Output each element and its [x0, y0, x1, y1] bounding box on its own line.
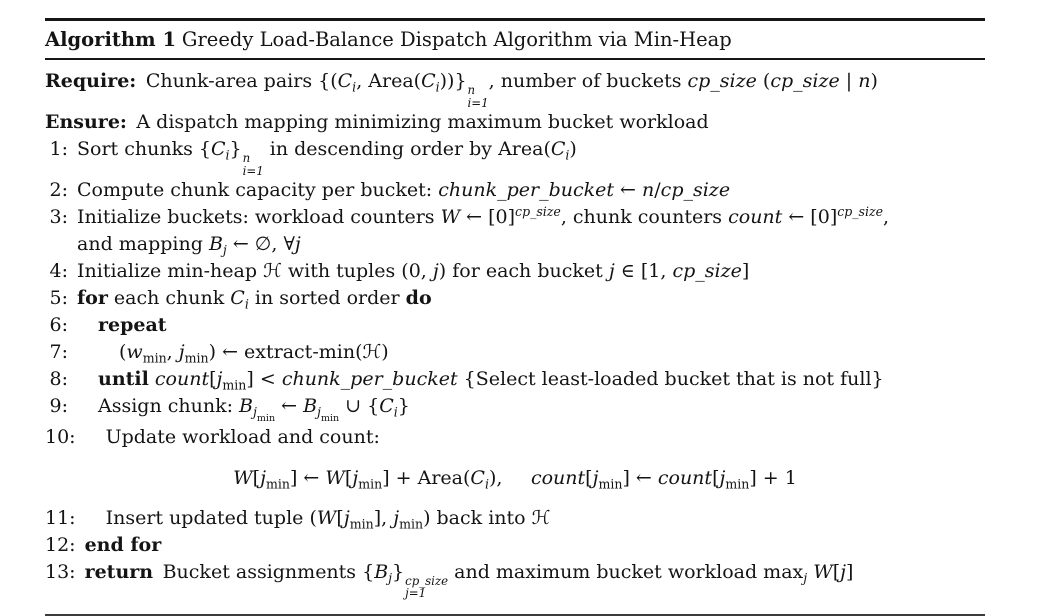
algorithm-line	[45, 312, 985, 339]
algorithm-label: Algorithm 1	[45, 28, 177, 51]
algorithm-line	[45, 204, 985, 258]
algorithm-title: Greedy Load-Balance Dispatch Algorithm via Min-Heap	[181, 28, 732, 51]
algorithm-box	[45, 18, 985, 616]
line-content: Ensure: A dispatch mapping minimizing maximum bucket workload	[45, 111, 709, 134]
line-number: 1:	[49, 138, 68, 161]
line-content: end for	[84, 533, 162, 556]
line-content: ($w_{min}$, $j_{min}$) ← extract-min(ℋ)	[119, 341, 389, 366]
algorithm-line	[45, 136, 985, 177]
algorithm-line	[45, 366, 985, 393]
limits-stack: n i=1	[467, 83, 489, 110]
preamble-line	[45, 109, 985, 136]
algorithm-line	[45, 339, 985, 366]
algorithm-line	[45, 559, 985, 600]
algorithm-line	[45, 258, 985, 285]
line-content: Initialize buckets: workload counters W ← $[0]^{cp\_size}$, chunk counters count ← $[0]^{cp\_size}$, and mapping $B_j$ ← ∅, ∀j	[77, 204, 890, 258]
algorithm-line	[45, 393, 985, 424]
line-number: 2:	[49, 179, 68, 202]
line-content: Initialize min-heap ℋ with tuples (0, j) for each bucket j ∈ [1, cp_size]	[77, 260, 750, 283]
line-content: Insert updated tuple ($W[j_{min}]$, $j_{min}$) back into ℋ	[105, 506, 551, 531]
line-content: Compute chunk capacity per bucket: chunk_per_bucket ← n/cp_size	[77, 179, 731, 202]
line-number: 11:	[45, 506, 76, 529]
line-number: 5:	[49, 287, 68, 310]
line-content: Assign chunk: $B_{jmin}$ ← $B_{jmin}$ ∪ $\{C_i\}$	[98, 395, 410, 425]
preamble-line	[45, 68, 985, 109]
algorithm-line	[45, 424, 985, 451]
line-number: 6:	[49, 314, 68, 337]
algorithm-line	[45, 285, 985, 312]
line-content: Require: Chunk-area pairs {($C_i$, $Area(C_i)$)} n i=1 , number of buckets cp_size (cp_size | n)	[45, 70, 878, 110]
limits-stack: n i=1	[242, 151, 264, 178]
line-content: Sort chunks $\{C_i\}$ n i=1 in descending order by $Area(C_i)$	[77, 138, 577, 178]
line-content: for each chunk $C_i$ in sorted order do	[77, 287, 432, 312]
equation-line	[45, 465, 985, 492]
line-number: 12:	[45, 533, 76, 556]
line-content: Update workload and count:	[105, 425, 380, 448]
line-number: 3:	[49, 206, 68, 229]
line-content: return Bucket assignments $\{B_j\}$ cp_size j=1 and maximum bucket workload $\max_j W[j]$	[84, 560, 854, 601]
algorithm-line	[45, 505, 985, 532]
line-content: repeat	[98, 314, 167, 337]
line-number: 10:	[45, 425, 76, 448]
line-number: 8:	[49, 368, 68, 391]
line-number: 9:	[49, 395, 68, 418]
line-number: 4:	[49, 260, 68, 283]
line-number: 13:	[45, 560, 76, 583]
algorithm-line	[45, 177, 985, 204]
algorithm-line	[45, 532, 985, 559]
limits-stack: cp_size j=1	[405, 573, 449, 601]
line-content: $W[j_{min}]$ ← $W[j_{min}]$ + $Area(C_i)$, $count[j_{min}]$ ← $count[j_{min}] + 1$	[233, 466, 797, 491]
line-content: until $count[j_{min}]$ < chunk_per_bucket {Select least-loaded bucket that is not full}	[98, 368, 884, 393]
algorithm-header	[45, 21, 985, 60]
algorithm-body	[45, 60, 985, 614]
line-number: 7:	[49, 341, 68, 364]
